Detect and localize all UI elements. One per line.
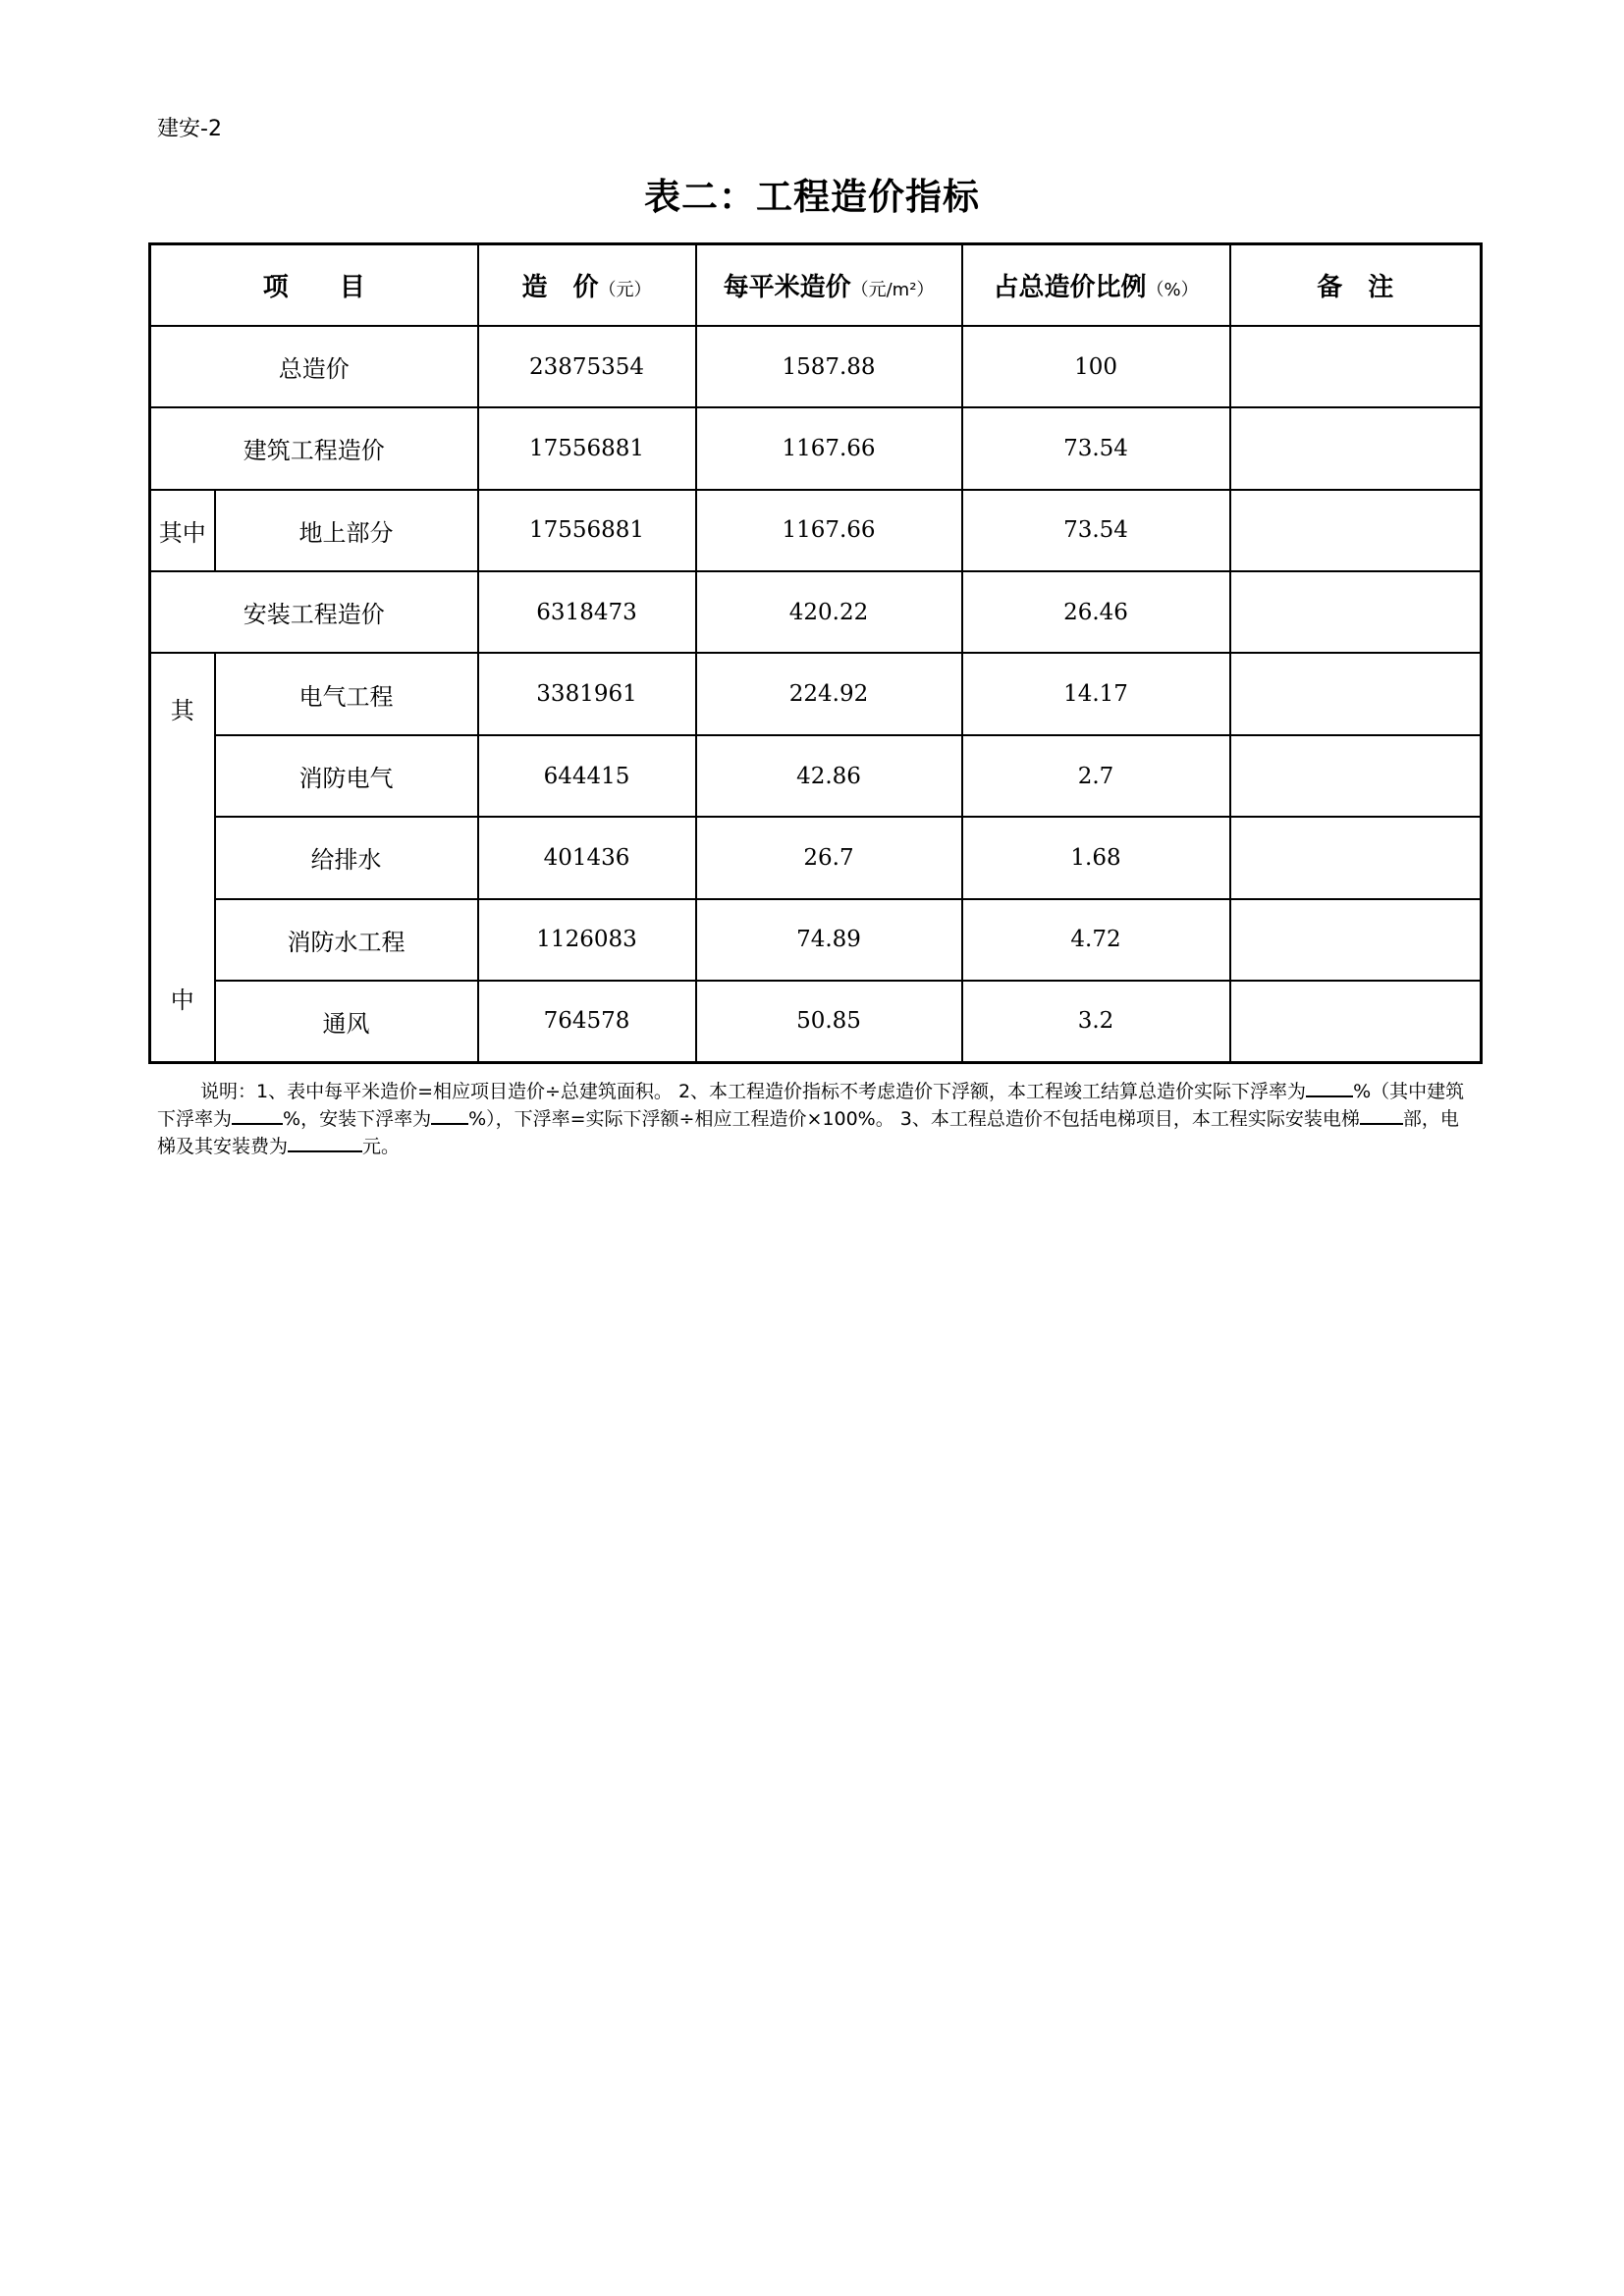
row-name: 总造价 [150, 326, 478, 407]
explanatory-note [157, 1078, 1473, 1160]
table-row [150, 326, 1482, 407]
header-remark: 备 注 [1230, 244, 1482, 326]
sub-group-label-top: 其 [170, 696, 194, 724]
table-row [150, 407, 1482, 489]
row-per-m2: 42.86 [696, 735, 962, 817]
row-cost: 17556881 [478, 490, 696, 571]
row-ratio: 1.68 [962, 817, 1230, 898]
table-header-row [150, 244, 1482, 326]
table-row [150, 490, 1482, 571]
note-text: %（其中建筑下浮率为 [157, 1081, 1465, 1130]
row-ratio: 73.54 [962, 490, 1230, 571]
sub-group-label [150, 653, 215, 1062]
note-text: %，安装下浮率为 [283, 1108, 432, 1130]
note-text: %），下浮率=实际下浮额÷相应工程造价×100%。 3、本工程总造价不包括电梯项目，本工程实际安装电梯 [468, 1108, 1360, 1130]
row-name: 安装工程造价 [150, 571, 478, 653]
fill-blank[interactable] [288, 1133, 362, 1152]
row-per-m2: 1167.66 [696, 490, 962, 571]
sub-group-label: 其中 [150, 490, 215, 571]
row-name: 消防水工程 [215, 899, 478, 981]
row-per-m2: 1167.66 [696, 407, 962, 489]
header-per-m2: 每平米造价（元/m²） [696, 244, 962, 326]
fill-blank[interactable] [1360, 1105, 1403, 1125]
row-remark [1230, 326, 1482, 407]
row-remark [1230, 653, 1482, 734]
row-cost: 17556881 [478, 407, 696, 489]
table-row [150, 817, 1482, 898]
page-title: 表二：工程造价指标 [644, 176, 980, 218]
header-ratio: 占总造价比例（%） [962, 244, 1230, 326]
row-name: 通风 [215, 981, 478, 1062]
row-ratio: 14.17 [962, 653, 1230, 734]
table-row [150, 653, 1482, 734]
row-remark [1230, 407, 1482, 489]
row-cost: 764578 [478, 981, 696, 1062]
row-name: 给排水 [215, 817, 478, 898]
fill-blank[interactable] [431, 1105, 468, 1125]
row-cost: 1126083 [478, 899, 696, 981]
row-name: 地上部分 [215, 490, 478, 571]
row-remark [1230, 817, 1482, 898]
row-per-m2: 50.85 [696, 981, 962, 1062]
row-ratio: 100 [962, 326, 1230, 407]
row-name: 消防电气 [215, 735, 478, 817]
row-per-m2: 1587.88 [696, 326, 962, 407]
cost-index-table [148, 242, 1483, 1064]
row-ratio: 2.7 [962, 735, 1230, 817]
row-ratio: 4.72 [962, 899, 1230, 981]
row-cost: 23875354 [478, 326, 696, 407]
header-cost: 造 价（元） [478, 244, 696, 326]
row-cost: 3381961 [478, 653, 696, 734]
row-name: 电气工程 [215, 653, 478, 734]
row-cost: 401436 [478, 817, 696, 898]
table-row [150, 735, 1482, 817]
row-per-m2: 224.92 [696, 653, 962, 734]
row-remark [1230, 571, 1482, 653]
row-remark [1230, 981, 1482, 1062]
row-cost: 6318473 [478, 571, 696, 653]
row-name: 建筑工程造价 [150, 407, 478, 489]
row-ratio: 26.46 [962, 571, 1230, 653]
fill-blank[interactable] [1306, 1078, 1353, 1097]
row-per-m2: 26.7 [696, 817, 962, 898]
row-ratio: 3.2 [962, 981, 1230, 1062]
row-remark [1230, 899, 1482, 981]
row-per-m2: 420.22 [696, 571, 962, 653]
sub-group-label-bottom: 中 [170, 986, 194, 1014]
row-per-m2: 74.89 [696, 899, 962, 981]
note-text: 说明：1、表中每平米造价=相应项目造价÷总建筑面积。 2、本工程造价指标不考虑造价下浮额，本工程竣工结算总造价实际下浮率为 [200, 1081, 1307, 1102]
table-row [150, 981, 1482, 1062]
document-code: 建安-2 [157, 117, 222, 141]
header-item: 项 目 [150, 244, 478, 326]
row-remark [1230, 490, 1482, 571]
row-remark [1230, 735, 1482, 817]
note-text: 部，电梯及其安装费为 [157, 1108, 1459, 1157]
table-row [150, 571, 1482, 653]
fill-blank[interactable] [232, 1105, 283, 1125]
table-row [150, 899, 1482, 981]
row-ratio: 73.54 [962, 407, 1230, 489]
row-cost: 644415 [478, 735, 696, 817]
note-text: 元。 [362, 1136, 401, 1157]
